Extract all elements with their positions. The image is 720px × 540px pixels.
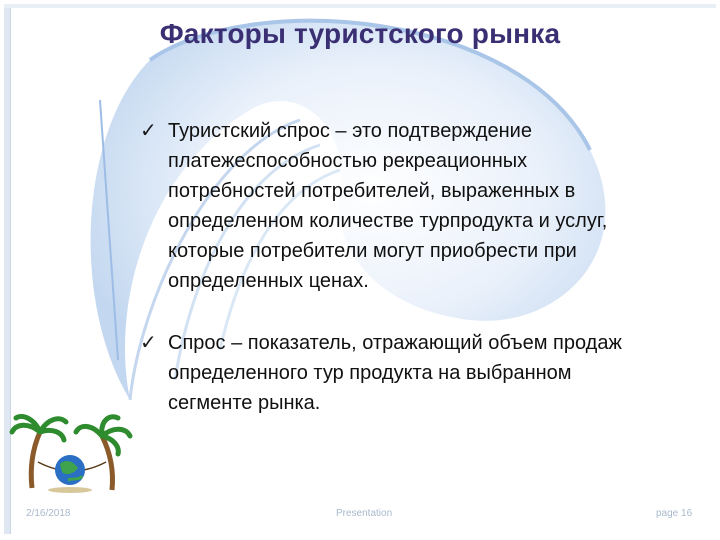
bullet-item-demand-definition [140, 116, 640, 296]
bullet-text: Туристский спрос – это подтверждение платежеспособностью рекреационных потребностей потребителей, выраженных в определенном количестве турпродукта и услуг, которые потребители могут приобрести при определенных ценах. [168, 120, 608, 292]
bullet-text: Спрос – показатель, отражающий объем продаж определенного тур продукта на выбранном сегменте рынка. [168, 332, 622, 414]
checkmark-bullet-icon: ✓ [140, 332, 157, 354]
checkmark-bullet-icon: ✓ [140, 120, 157, 142]
footer-date: 2/16/2018 [26, 508, 71, 519]
slide-frame-top [4, 4, 716, 8]
slide-title: Факторы туристского рынка [159, 18, 561, 49]
palm-tree-globe-clipart [8, 410, 136, 496]
footer-presentation-label: Presentation [336, 508, 393, 519]
bullet-item-demand-indicator [140, 328, 640, 418]
footer-page-number: page 16 [656, 508, 693, 519]
